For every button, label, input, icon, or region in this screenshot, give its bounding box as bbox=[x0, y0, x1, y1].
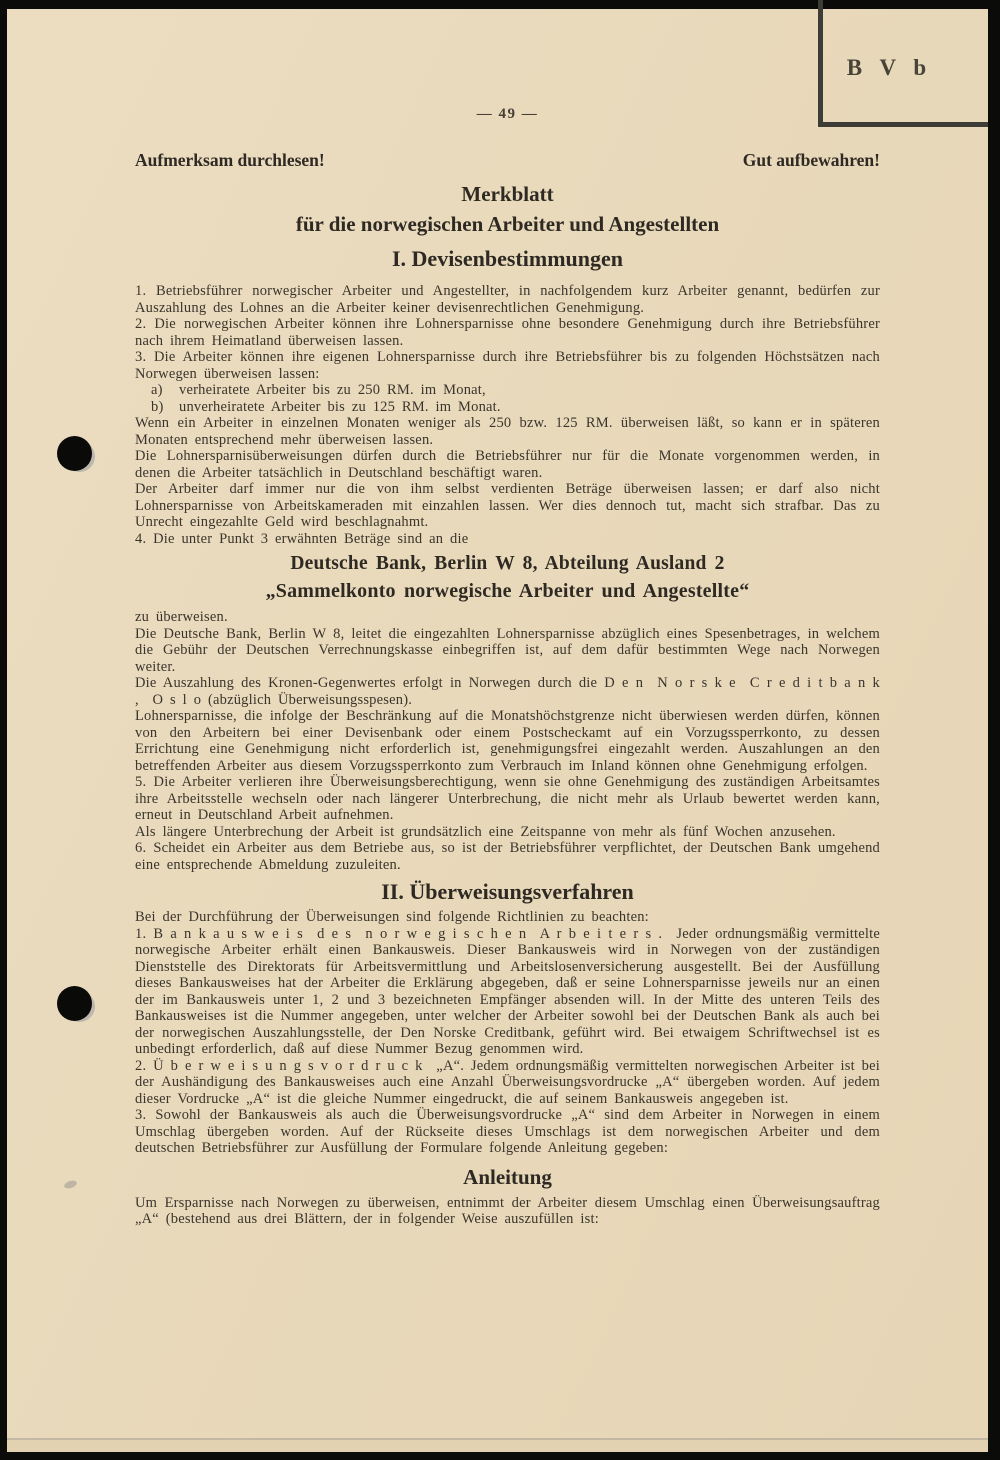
paragraph-q3: 3. Sowohl der Bankausweis als auch die Überweisungsvordrucke „A“ sind dem Arbeiter in Norwegen in einem Umschlag übergeben worden. Auf der Rückseite dieses Umschlags ist dem norwegischen Arbeiter und dem deutschen Betriebsführer zur Ausfüllung der Formulare folgende Anleitung gegeben: bbox=[135, 1107, 880, 1156]
paragraph-5: Die Lohnersparnisüberweisungen dürfen durch die Betriebsführer nur für die Monate vorgenommen werden, in denen die Arbeiter tatsächlich in Deutschland beschäftigt waren. bbox=[135, 448, 880, 481]
section-2-intro: Bei der Durchführung der Überweisungen sind folgende Richtlinien zu beachten: bbox=[135, 909, 649, 925]
list-item-a bbox=[135, 382, 880, 399]
page-number: — 49 — bbox=[476, 106, 539, 122]
list-item-a-label: a) bbox=[151, 382, 163, 398]
list-item-b-label: b) bbox=[151, 398, 164, 415]
section-2-body bbox=[135, 909, 880, 1157]
section-1-heading: I. Devisenbestimmungen bbox=[391, 246, 623, 271]
paragraph-8: zu überweisen. bbox=[135, 609, 228, 625]
note-read-carefully: Aufmerksam durchlesen! bbox=[135, 150, 325, 170]
doc-title: Merkblatt bbox=[461, 182, 554, 206]
paragraph-q2: 2. Ü b e r w e i s u n g s v o r d r u c k „A“. Jedem ordnungsmäßig vermittelten norwegischen Arbeiter ist bei der Aushändigung des Bankausweises auch eine Anzahl Überweisungsvordrucke „A“ übergeben worden. Auf jedem dieser Vordrucke „A“ ist die gleiche Nummer eingedruckt, die auf seinem Bankausweis angegeben ist. bbox=[135, 1057, 880, 1107]
list-item-b bbox=[135, 399, 880, 416]
paragraph-7: 4. Die unter Punkt 3 erwähnten Beträge sind an die bbox=[135, 530, 469, 547]
paragraph-12: 5. Die Arbeiter verlieren ihre Überweisungsberechtigung, wenn sie ohne Genehmigung des zuständigen Arbeitsamtes ihre Arbeitsstelle wechseln oder nach längerer Unterbrechung, die nicht mehr als Urlaub bewertet werden kann, erneut in Deutschland Arbeit aufnehmen. bbox=[135, 774, 880, 823]
note-keep-safe: Gut aufbewahren! bbox=[742, 150, 880, 170]
page-content bbox=[7, 9, 988, 1228]
paragraph-3: 3. Die Arbeiter können ihre eigenen Lohnersparnisse durch ihre Betriebsführer bis zu folgenden Höchstsätzen nach Norwegen überweisen lassen: bbox=[135, 349, 880, 382]
document-page bbox=[7, 9, 988, 1452]
classification-stamp-label: B V b bbox=[846, 55, 933, 80]
section-1-body bbox=[135, 283, 880, 873]
paragraph-4: Wenn ein Arbeiter in einzelnen Monaten weniger als 250 bzw. 125 RM. überweisen läßt, so kann er in späteren Monaten entsprechend mehr überweisen lassen. bbox=[135, 415, 880, 448]
bank-account-line: „Sammelkonto norwegische Arbeiter und Angestellte“ bbox=[265, 580, 750, 602]
header-notes-row bbox=[135, 150, 880, 171]
page-under-edge bbox=[7, 1440, 988, 1452]
doc-subtitle: für die norwegischen Arbeiter und Angestellten bbox=[295, 212, 720, 236]
paragraph-2: 2. Die norwegischen Arbeiter können ihre Lohnersparnisse ohne besondere Genehmigung durch ihre Betriebsführer nach ihrem Heimatland überweisen lassen. bbox=[135, 316, 880, 349]
paragraph-13: Als längere Unterbrechung der Arbeit ist grundsätzlich eine Zeitspanne von mehr als fünf Wochen anzusehen. bbox=[135, 823, 836, 840]
anleitung-heading: Anleitung bbox=[463, 1164, 552, 1189]
paragraph-14: 6. Scheidet ein Arbeiter aus dem Betriebe aus, so ist der Betriebsführer verpflichtet, der Deutschen Bank umgehend eine entsprechende Abmeldung zuzuleiten. bbox=[135, 840, 880, 873]
paragraph-1: 1. Betriebsführer norwegischer Arbeiter und Angestellter, in nachfolgendem kurz Arbeiter genannt, bedürfen zur Auszahlung des Lohnes an die Arbeiter keiner devisenrechtlichen Genehmigung. bbox=[135, 283, 880, 316]
anleitung-body bbox=[135, 1195, 880, 1228]
paragraph-q1: 1. B a n k a u s w e i s d e s n o r w e g i s c h e n A r b e i t e r s . Jeder ordnungsmäßig vermittelte norwegische Arbeiter erhält einen Bankausweis. Dieser Bankausweis wird in Norwegen von der zuständigen Dienststelle des Direktorats für Arbeitsvermittlung und Arbeitslosenversicherung ausgestellt. Bei der Ausfüllung dieses Bankausweises hat der Arbeiter die Erklärung abgegeben, daß er seine Lohnersparnisse jeweils nur an einen der im Bankausweis unter 1, 2 und 3 bezeichneten Empfänger absenden will. In der Mitte des unteren Teils des Bankausweises ist die Nummer angegeben, unter welcher der Arbeiter sowohl bei der Deutschen Bank als auch bei der norwegischen Auszahlungsstelle, der Den Norske Creditbank, geführt wird. Bei etwaigem Schriftwechsel ist es unbedingt erforderlich, daß auf diese Nummer Bezug genommen wird. bbox=[135, 925, 880, 1057]
paragraph-9: Die Deutsche Bank, Berlin W 8, leitet die eingezahlten Lohnersparnisse abzüglich eines Spesenbetrages, in welchem die Gebühr der Deutschen Verrechnungskasse einbegriffen ist, auf dem dafür bestimmten Wege nach Norwegen weiter. bbox=[135, 625, 880, 675]
paragraph-10: Die Auszahlung des Kronen-Gegenwertes erfolgt in Norwegen durch die D e n N o r s k e C r e d i t b a n k , O s l o (abzüglich Überweisungsspesen). bbox=[135, 675, 880, 708]
paragraph-11: Lohnersparnisse, die infolge der Beschränkung auf die Monatshöchstgrenze nicht überwiesen werden dürfen, können von den Arbeitern bei einer Devisenbank oder einem Postscheckamt auf ein Vorzugssperrkonto, zu dessen Errichtung eine Genehmigung nicht erforderlich ist, genehmigungsfrei eingezahlt werden. Auszahlungen an den betreffenden Arbeiter aus diesem Vorzugssperrkonto zum Verbrauch im Inland können ohne Genehmigung erfolgen. bbox=[135, 708, 880, 774]
section-2-heading: II. Überweisungsverfahren bbox=[381, 879, 634, 904]
list-item-b-text: unverheiratete Arbeiter bis zu 125 RM. im Monat. bbox=[179, 398, 501, 415]
paragraph-6: Der Arbeiter darf immer nur die von ihm selbst verdienten Beträge überweisen lassen; er darf also nicht Lohnersparnisse von Arbeitskameraden mit einzahlen lassen. Wer dies dennoch tut, macht sich strafbar. Das zu Unrecht eingezahlte Geld wird beschlagnahmt. bbox=[135, 481, 880, 530]
paragraph-anleitung: Um Ersparnisse nach Norwegen zu überweisen, entnimmt der Arbeiter diesem Umschlag einen Überweisungsauftrag „A“ (bestehend aus drei Blättern, der in folgender Weise auszufüllen ist: bbox=[135, 1194, 880, 1227]
list-item-a-text: verheiratete Arbeiter bis zu 250 RM. im Monat, bbox=[179, 382, 486, 398]
bank-address-line: Deutsche Bank, Berlin W 8, Abteilung Ausland 2 bbox=[290, 553, 725, 574]
